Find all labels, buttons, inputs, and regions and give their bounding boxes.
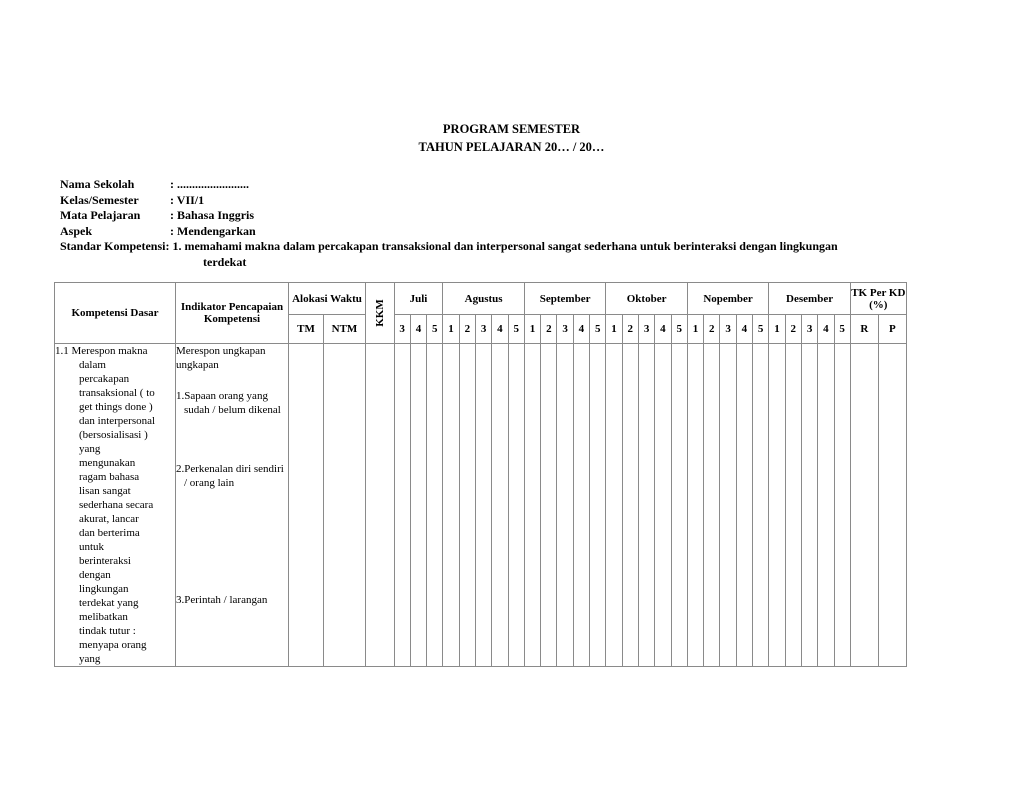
cell-week [410,344,426,667]
header-week: 2 [622,315,638,344]
cell-week [736,344,752,667]
header-month-september: September [524,283,605,315]
indikator-item-2: 2.Perkenalan diri sendiri / orang lain [176,463,284,489]
header-indikator: Indikator Pencapaian Kompetensi [176,283,289,344]
header-week: 1 [769,315,785,344]
cell-p [878,344,906,667]
header-week: 5 [590,315,606,344]
cell-r [850,344,878,667]
info-row-school: Nama Sekolah : ........................ [60,177,249,191]
header-tk-per-kd: TK Per KD (%) [850,283,906,315]
header-alokasi: Alokasi Waktu [289,283,366,315]
cell-week [801,344,817,667]
cell-week [508,344,524,667]
kd-line: percakapan [79,373,130,385]
header-kkm: KKM [366,283,395,344]
header-week: 2 [459,315,475,344]
cell-week [785,344,801,667]
cell-week [459,344,475,667]
indikator-intro: Merespon ungkapan ungkapan [176,345,266,371]
header-r: R [850,315,878,344]
kd-line: lingkungan [79,583,129,595]
cell-indikator [176,344,289,667]
cell-ntm [324,344,366,667]
header-week: 2 [785,315,801,344]
kd-description [55,358,175,666]
kd-line: get things done ) [79,401,153,413]
header-week: 4 [655,315,671,344]
kd-number: 1.1 Merespon makna [55,345,148,357]
info-row-class: Kelas/Semester : VII/1 [60,192,205,207]
kd-line: dan interpersonal [79,415,156,427]
kd-line: tindak tutur : [79,625,136,637]
header-week: 5 [753,315,769,344]
header-week: 2 [541,315,557,344]
cell-week [818,344,834,667]
cell-week [753,344,769,667]
header-month-nopember: Nopember [687,283,768,315]
kd-line: transaksional ( to [79,387,155,399]
header-month-oktober: Oktober [606,283,687,315]
header-month-agustus: Agustus [443,283,524,315]
cell-week [394,344,410,667]
kd-line: menyapa orang [79,639,147,651]
header-week: 1 [687,315,703,344]
kd-line: dengan [79,569,111,581]
info-row-standard-cont: terdekat [203,254,247,269]
info-row-subject: Mata Pelajaran : Bahasa Inggris [60,208,255,222]
header-week: 4 [736,315,752,344]
identity-block [60,177,838,270]
header-week: 3 [638,315,654,344]
header-week: 4 [573,315,589,344]
kd-line: dan berterima [79,527,140,539]
kd-line: dalam [79,359,106,371]
header-month-juli: Juli [394,283,443,315]
cell-kkm [366,344,395,667]
cell-week [443,344,459,667]
cell-week [606,344,622,667]
cell-week [475,344,491,667]
page-subtitle: TAHUN PELAJARAN 20… / 20… [418,140,605,154]
header-week: 5 [834,315,850,344]
header-ntm: NTM [324,315,366,344]
cell-tm [289,344,324,667]
cell-week [622,344,638,667]
kd-line: (bersosialisasi ) [79,429,148,441]
indikator-item-3: 3.Perintah / larangan [176,594,268,606]
cell-week [655,344,671,667]
cell-week [687,344,703,667]
semester-program-table [54,282,907,667]
header-week: 3 [801,315,817,344]
header-week: 3 [394,315,410,344]
header-p: P [878,315,906,344]
cell-week [492,344,508,667]
indikator-item-1: 1.Sapaan orang yang sudah / belum dikenal [176,390,281,416]
cell-week [720,344,736,667]
cell-week [573,344,589,667]
header-tm: TM [289,315,324,344]
header-month-desember: Desember [769,283,850,315]
header-week: 5 [508,315,524,344]
kd-line: mengunakan [79,457,136,469]
cell-week [638,344,654,667]
header-week: 4 [818,315,834,344]
cell-week [590,344,606,667]
kd-line: melibatkan [79,611,128,623]
header-week: 1 [606,315,622,344]
header-week: 3 [720,315,736,344]
header-kd: Kompetensi Dasar [55,283,176,344]
kd-line: lisan sangat [79,485,131,497]
cell-week [769,344,785,667]
header-week: 3 [557,315,573,344]
cell-week [834,344,850,667]
kd-line: ragam bahasa [79,471,140,483]
header-week: 2 [704,315,720,344]
cell-week [557,344,573,667]
kd-line: akurat, lancar [79,513,139,525]
header-week: 4 [492,315,508,344]
header-week: 4 [410,315,426,344]
cell-week [541,344,557,667]
header-week: 5 [671,315,687,344]
kd-line: untuk [79,541,105,553]
header-week: 1 [524,315,540,344]
info-row-standard: Standar Kompetensi: 1. memahami makna dalam percakapan transaksional dan interpersonal sangat sederhana untuk berinteraksi dengan lingkungan [60,239,838,253]
header-week: 1 [443,315,459,344]
page-title: PROGRAM SEMESTER [442,122,581,136]
header-week: 5 [427,315,443,344]
cell-kompetensi-dasar [55,344,176,667]
cell-week [704,344,720,667]
cell-week [524,344,540,667]
kd-line: berinteraksi [79,555,131,567]
cell-week [671,344,687,667]
header-week: 3 [475,315,491,344]
cell-week [427,344,443,667]
kd-line: yang [79,653,101,665]
kd-line: yang [79,443,101,455]
kd-line: sederhana secara [79,499,154,511]
kd-line: terdekat yang [79,597,139,609]
info-row-aspect: Aspek : Mendengarkan [60,223,256,238]
